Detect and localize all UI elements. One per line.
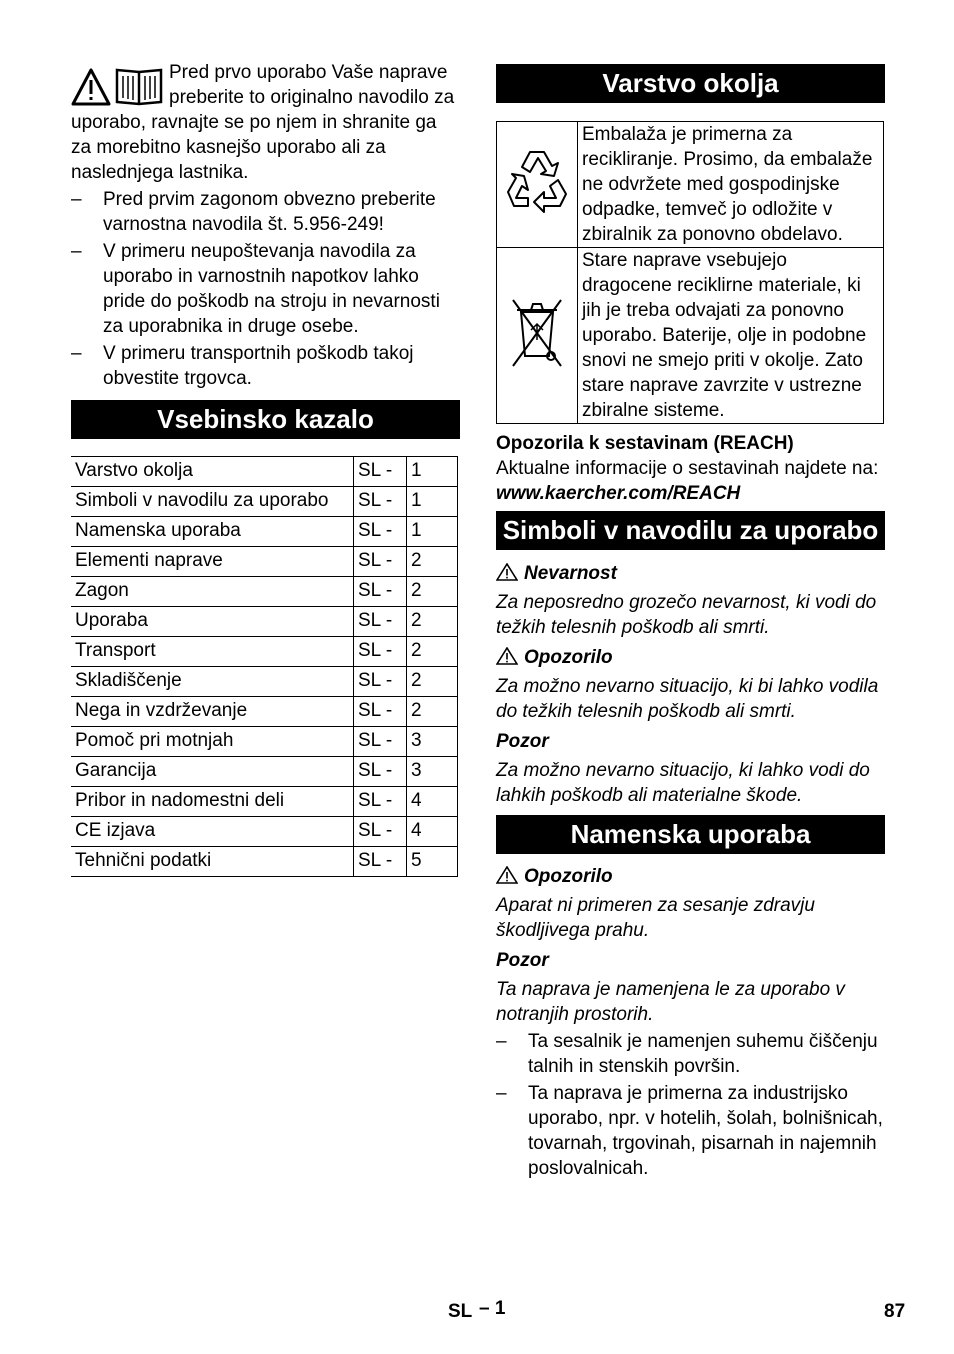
toc-entry-label: Nega in vzdrževanje [71,697,354,727]
toc-entry-page: 4 [407,787,458,817]
table-row [71,757,458,787]
recycling-text: Embalaža je primerna za recikliranje. Prosimo, da embalaže ne odvržete med gospodinjske odpadke, temveč jo odložite v zbiralnik za ponovno obdelavo. [578,122,884,248]
toc-heading: Vsebinsko kazalo [71,400,460,439]
toc-entry-label: Elementi naprave [71,547,354,577]
toc-entry-page: 2 [407,607,458,637]
toc-entry-label: Garancija [71,757,354,787]
caution-label: Pozor [496,731,549,752]
table-row [71,727,458,757]
table-row [71,817,458,847]
toc-entry-prefix: SL - [354,787,407,817]
table-row [71,517,458,547]
footer-language: SL [448,1301,473,1322]
use-caution-label: Pozor [496,950,549,971]
toc-entry-label: Simboli v navodilu za uporabo [71,487,354,517]
danger-label: Nevarnost [524,563,617,584]
toc-entry-page: 3 [407,727,458,757]
caution-text: Za možno nevarno situacijo, ki lahko vodi do lahkih poškodb ali materialne škode. [496,760,870,806]
toc-table [71,456,458,877]
toc-entry-label: CE izjava [71,817,354,847]
reach-heading: Opozorila k sestavinam (REACH) [496,433,794,454]
table-row [71,547,458,577]
intro-section [71,60,460,391]
list-item: – Pred prvim zagonom obvezno preberite varnostna navodila št. 5.956-249! [71,187,460,237]
warning-text: Za možno nevarno situacijo, ki bi lahko vodila do težkih telesnih poškodb ali smrti. [496,676,879,722]
table-row [71,487,458,517]
right-column [496,60,885,1181]
intro-text: Pred prvo uporabo Vaše naprave preberite to originalno navodilo za uporabo, ravnajte se po njem in shranite ga za morebitno kasnejšo uporabo ali za naslednjega lastnika. [71,62,455,183]
use-caution-text: Ta naprava je namenjena le za uporabo v notranjih prostorih. [496,979,845,1025]
list-item: – V primeru transportnih poškodb takoj obvestite trgovca. [71,341,460,391]
toc-entry-page: 2 [407,637,458,667]
reach-text: Aktualne informacije o sestavinah najdete na: [496,458,879,479]
toc-entry-prefix: SL - [354,727,407,757]
toc-entry-page: 3 [407,757,458,787]
list-item: – Ta sesalnik je namenjen suhemu čiščenju talnih in stenskih površin. [496,1029,885,1079]
toc-entry-page: 2 [407,577,458,607]
toc-entry-label: Namenska uporaba [71,517,354,547]
toc-entry-label: Tehnični podatki [71,847,354,877]
symbols-heading: Simboli v navodilu za uporabo [496,511,885,550]
table-row [71,787,458,817]
toc-entry-label: Pribor in nadomestni deli [71,787,354,817]
toc-entry-label: Uporaba [71,607,354,637]
table-row [71,607,458,637]
use-warning-label-line [496,864,885,889]
toc-entry-prefix: SL - [354,607,407,637]
toc-entry-prefix: SL - [354,457,407,487]
use-warning-label: Opozorilo [524,866,613,887]
toc-entry-page: 1 [407,517,458,547]
toc-entry-prefix: SL - [354,667,407,697]
table-row [497,122,884,248]
recycling-icon [500,144,574,218]
environment-heading: Varstvo okolja [496,64,885,103]
icon-cell [497,248,578,424]
table-row [71,577,458,607]
toc-entry-prefix: SL - [354,547,407,577]
table-row [71,847,458,877]
old-appliance-text: Stare naprave vsebujejo dragocene reciklirne materiale, ki jih je treba odvajati za ponovno uporabo. Baterije, olje in podobne snovi ne smejo priti v okolje. Zato stare naprave zavrzite v ustrezne zbiralne sisteme. [578,248,884,424]
toc-entry-label: Varstvo okolja [71,457,354,487]
toc-entry-label: Pomoč pri motnjah [71,727,354,757]
use-warning-text: Aparat ni primeren za sesanje zdravju škodljivega prahu. [496,895,815,941]
toc-entry-page: 2 [407,547,458,577]
toc-entry-page: 2 [407,697,458,727]
list-item: – V primeru neupoštevanja navodila za uporabo in varnostnih napotkov lahko pride do poškodb na stroju in nevarnosti za uporabnika in druge osebe. [71,239,460,339]
toc-entry-prefix: SL - [354,757,407,787]
intended-use-heading: Namenska uporaba [496,815,885,854]
toc-entry-prefix: SL - [354,637,407,667]
environment-table [496,121,884,424]
table-row [71,457,458,487]
toc-entry-page: 5 [407,847,458,877]
crossed-bin-icon [507,292,567,372]
warning-label-line [496,645,885,670]
warning-label: Opozorilo [524,647,613,668]
warning-triangle-icon [496,647,518,665]
list-item: – Ta naprava je primerna za industrijsko uporabo, npr. v hotelih, šolah, bolnišnicah, tovarnah, trgovinah, pisarnah in najemnih poslovalnicah. [496,1081,885,1181]
table-row [71,637,458,667]
table-row [71,697,458,727]
toc-entry-page: 1 [407,487,458,517]
toc-entry-label: Skladiščenje [71,667,354,697]
warning-triangle-icon [496,866,518,884]
toc-entry-prefix: SL - [354,487,407,517]
danger-text: Za neposredno grozečo nevarnost, ki vodi do težkih telesnih poškodb ali smrti. [496,592,877,638]
toc-entry-prefix: SL - [354,517,407,547]
table-row [71,667,458,697]
toc-entry-page: 1 [407,457,458,487]
toc-entry-page: 4 [407,817,458,847]
toc-entry-prefix: SL - [354,697,407,727]
toc-entry-prefix: SL - [354,847,407,877]
intro-bullet-list [71,187,460,391]
warning-triangle-icon [496,563,518,581]
table-row [497,248,884,424]
icon-cell [497,122,578,248]
toc-entry-page: 2 [407,667,458,697]
footer-section-page: – 1 [479,1298,506,1319]
toc-entry-label: Transport [71,637,354,667]
left-column [71,60,460,877]
danger-label-line [496,561,885,586]
toc-entry-prefix: SL - [354,817,407,847]
toc-entry-prefix: SL - [354,577,407,607]
reach-link[interactable]: www.kaercher.com/REACH [496,483,741,504]
warning-manual-icon [71,64,165,109]
toc-entry-label: Zagon [71,577,354,607]
use-bullet-list [496,1029,885,1181]
footer-page-number: 87 [884,1301,906,1322]
